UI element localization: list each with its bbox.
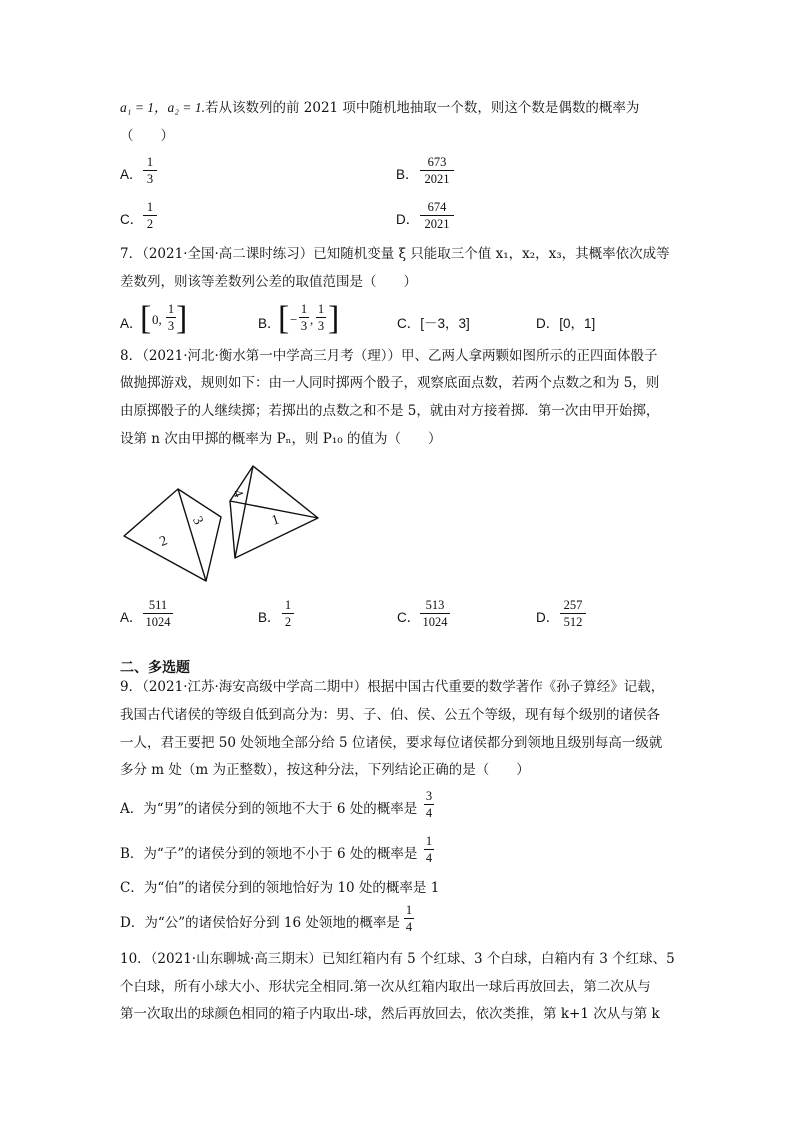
- q8-option-c-label: C．: [397, 610, 421, 625]
- tetrahedron-dice-figure: [120, 465, 340, 595]
- q7-option-b-interval: [ − 1 3 , 1 3 ]: [278, 300, 340, 337]
- q6-option-a-fraction: 1 3: [143, 155, 157, 186]
- q8-option-d-label: D．: [536, 610, 560, 625]
- q8-line3: 由原掷骰子的人继续掷；若掷出的点数之和不是 5，就由对方接着掷．第一次由甲开始掷，: [120, 403, 660, 419]
- q9-option-d: D．为“公”的诸侯恰好分到 16 处领地的概率是: [120, 915, 400, 931]
- q8-line4: 设第 n 次由甲掷的概率为 Pₙ，则 P₁₀ 的值为（ ）: [120, 431, 442, 447]
- die-face-label-3: 3: [189, 514, 206, 528]
- q6-paren: （ ）: [120, 128, 174, 144]
- q7-option-d: D．[0，1]: [536, 316, 596, 331]
- q9-option-a: A．为“男”的诸侯分到的领地不大于 6 处的概率是: [120, 801, 418, 817]
- q7-option-b-label: B．: [258, 316, 281, 331]
- q9-line1: 9．（2021·江苏·海安高级中学高二期中）根据中国古代重要的数学著作《孙子算经》记载，: [120, 679, 665, 695]
- q6-intro: [120, 99, 639, 117]
- q7-option-c: C．[－3，3]: [397, 316, 470, 331]
- die-face-label-2: 2: [157, 533, 170, 550]
- q7-line1: 7．（2021·全国·高二课时练习）已知随机变量 ξ 只能取三个值 x₁，x₂，x₃，其概率依次成等: [120, 246, 670, 262]
- q9-line3: 一人，君王要把 50 处领地全部分给 5 位诸侯，要求每位诸侯都分到领地且级别每高一级就: [120, 735, 663, 751]
- q7-line2: 差数列，则该等差数列公差的取值范围是（ ）: [120, 274, 417, 290]
- q8-option-a-fraction: 511 1024: [143, 598, 173, 629]
- die-face-label-4: 4: [229, 487, 246, 500]
- left-die-side-face: [178, 489, 221, 581]
- die-face-label-1: 1: [270, 512, 282, 529]
- q9-line4: 多分 m 处（m 为正整数），按这种分法，下列结论正确的是（ ）: [120, 762, 530, 778]
- q9-option-a-fraction: 3 4: [425, 789, 433, 820]
- q6-option-c-fraction: 1 2: [143, 200, 157, 231]
- q10-line1: 10．（2021·山东聊城·高三期末）已知红箱内有 5 个红球、3 个白球，白箱内有 3 个红球、5: [120, 951, 675, 967]
- q8-option-b-label: B．: [258, 610, 281, 625]
- section-heading-multiple-choice: 二、多选题: [120, 659, 190, 675]
- q10-line3: 第一次取出的球颜色相同的箱子内取出-球，然后再放回去，依次类推，第 k+1 次从与第 k: [120, 1006, 660, 1022]
- q9-option-c: C．为“伯”的诸侯分到的领地恰好为 10 处的概率是 1: [120, 880, 440, 896]
- q6-option-b-label: B．: [396, 167, 419, 182]
- q10-line2: 个白球，所有小球大小、形状完全相同.第一次从红箱内取出一球后再放回去，第二次从与: [120, 979, 651, 995]
- q8-line2: 做抛掷游戏，规则如下：由一人同时掷两个骰子，观察底面点数，若两个点数之和为 5，则: [120, 375, 660, 391]
- q8-option-d-fraction: 257 512: [560, 598, 586, 629]
- q8-option-c-fraction: 513 1024: [420, 598, 450, 629]
- q9-option-b: B．为“子”的诸侯分到的领地不小于 6 处的概率是: [120, 846, 418, 862]
- q9-option-b-fraction: 1 4: [425, 834, 433, 865]
- q6-option-c-label: C．: [120, 212, 144, 227]
- q6-intro-text: 若从该数列的前 2021 项中随机地抽取一个数，则这个数是偶数的概率为: [204, 100, 640, 116]
- q7-option-a-label: A．: [120, 316, 143, 331]
- q6-option-b-fraction: 673 2021: [420, 155, 454, 186]
- q6-option-d-label: D．: [396, 212, 420, 227]
- q9-line2: 我国古代诸侯的等级自低到高分为：男、子、伯、侯、公五个等级，现有每个级别的诸侯各: [120, 707, 660, 723]
- q8-line1: 8．（2021·河北·衡水第一中学高三月考（理））甲、乙两人拿两颗如图所示的正四面体骰子: [120, 348, 658, 364]
- q6-option-d-fraction: 674 2021: [420, 200, 454, 231]
- left-die-front-face: [124, 489, 206, 581]
- q9-option-d-fraction: 1 4: [405, 903, 413, 934]
- q8-option-a-label: A．: [120, 610, 143, 625]
- q6-option-a-label: A．: [120, 167, 143, 182]
- q8-option-b-fraction: 1 2: [282, 598, 294, 629]
- q7-option-a-interval: [ 0, 1 3 ]: [140, 300, 188, 337]
- q6-intro-math: a₁ = 1，a₂ = 1.: [120, 100, 205, 115]
